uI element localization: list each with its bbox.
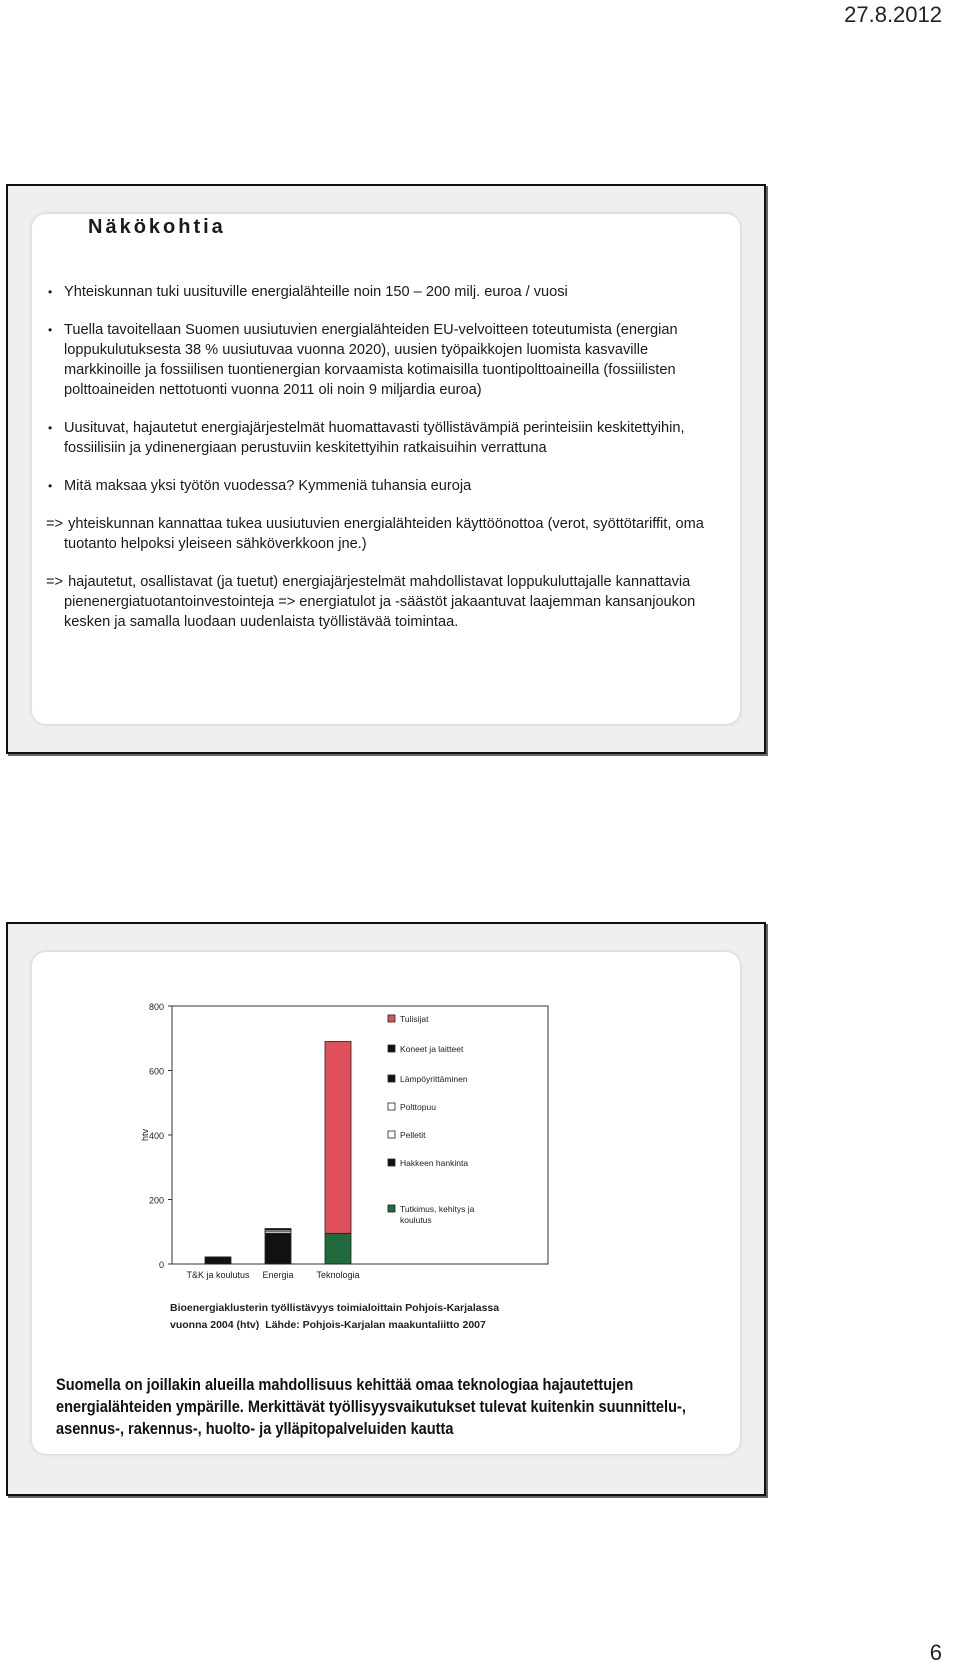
bullet-text: Yhteiskunnan tuki uusituville energialähteille noin 150 – 200 milj. euroa / vuosi xyxy=(64,284,568,300)
chart-caption xyxy=(170,1300,610,1334)
arrow-icon: => xyxy=(46,574,64,590)
x-tick-label: T&K ja koulutus xyxy=(186,1270,250,1280)
legend-label: Koneet ja laitteet xyxy=(400,1044,464,1054)
legend-label: Pelletit xyxy=(400,1130,426,1140)
y-tick-label: 0 xyxy=(158,1260,164,1270)
bullet-item xyxy=(46,476,728,496)
slide-title: Näkökohtia xyxy=(88,216,226,238)
bullet-list xyxy=(46,282,728,650)
legend-label: koulutus xyxy=(400,1215,432,1225)
legend-swatch xyxy=(388,1015,395,1022)
arrow-text: hajautetut, osallistavat (ja tuetut) energiajärjestelmät mahdollistavat loppukuluttajalle kannattavia pienenergiatuotantoinvestointeja => energiatulot ja -säästöt jakaantuvat laajemman kansanjoukon kesken ja samalla luodaan uudenlaista työllistävää toimintaa. xyxy=(64,574,696,630)
bar-segment xyxy=(205,1257,231,1264)
bar-segment xyxy=(265,1229,291,1231)
bullet-dot-icon: • xyxy=(48,323,53,337)
legend-swatch xyxy=(388,1075,395,1082)
slide-chart xyxy=(6,922,766,1496)
legend-swatch xyxy=(388,1103,395,1110)
bullet-dot-icon: • xyxy=(48,421,53,435)
arrow-item xyxy=(46,572,728,632)
page-date: 27.8.2012 xyxy=(844,2,942,27)
y-tick-label: 600 xyxy=(148,1066,164,1077)
caption-line: Bioenergiaklusterin työllistävyys toimialoittain Pohjois-Karjalassa xyxy=(170,1302,500,1314)
bullet-dot-icon: • xyxy=(48,285,53,299)
y-tick-label: 400 xyxy=(148,1131,164,1141)
arrow-item xyxy=(46,514,728,554)
slide-nakokohtia xyxy=(6,184,766,754)
bar-segment xyxy=(325,1233,351,1264)
bullet-dot-icon: • xyxy=(48,479,53,493)
x-tick-label: Teknologia xyxy=(316,1270,360,1280)
y-tick-label: 200 xyxy=(148,1195,164,1206)
legend-swatch xyxy=(388,1159,395,1166)
arrow-text: yhteiskunnan kannattaa tukea uusiutuvien energialähteiden käyttöönottoa (verot, syöttötariffit, oma tuotanto helpoksi yleiseen sähköverkkoon jne.) xyxy=(64,516,704,552)
employment-chart xyxy=(128,992,588,1302)
bullet-text: Uusituvat, hajautetut energiajärjestelmät huomattavasti työllistävämpiä perinteisiin keskitettyihin, fossiilisiin ja ydinenergiaan perustuviin keskitettyihin ratkaisuihin verrattuna xyxy=(64,420,685,456)
plot-frame xyxy=(172,1006,548,1264)
legend-label: Lämpöyrittäminen xyxy=(400,1074,468,1084)
y-tick-label: 800 xyxy=(148,1002,164,1012)
page-number: 6 xyxy=(929,1640,942,1665)
y-axis-label: htv xyxy=(140,1128,150,1142)
chart-source: Lähde: Pohjois-Karjalan maakuntaliitto 2007 xyxy=(265,1319,486,1331)
legend-label: Polttopuu xyxy=(400,1102,436,1112)
caption-line: vuonna 2004 (htv) xyxy=(170,1319,260,1331)
legend-swatch xyxy=(388,1045,395,1052)
legend-label: Tutkimus, kehitys ja xyxy=(400,1204,475,1214)
bullet-text: Mitä maksaa yksi työtön vuodessa? Kymmeniä tuhansia euroja xyxy=(64,478,472,494)
conclusion-text: Suomella on joillakin alueilla mahdollisuus kehittää omaa teknologiaa hajautettujen energialähteiden ympärille. Merkittävät työllisyysvaikutukset tulevat kuitenkin suunnittelu-, asennus-, rakennus-, huolto- ja ylläpitopalveluiden kautta xyxy=(56,1376,686,1438)
bullet-item xyxy=(46,282,728,302)
x-tick-label: Energia xyxy=(262,1270,294,1280)
legend-label: Tulisijat xyxy=(400,1014,429,1024)
bar-segment xyxy=(325,1041,351,1233)
bullet-item xyxy=(46,418,728,458)
legend-swatch xyxy=(388,1131,395,1138)
bullet-item xyxy=(46,320,728,400)
legend-swatch xyxy=(388,1205,395,1212)
arrow-icon: => xyxy=(46,516,64,532)
bar-segment xyxy=(265,1233,291,1264)
legend-label: Hakkeen hankinta xyxy=(400,1158,469,1168)
bullet-text: Tuella tavoitellaan Suomen uusiutuvien energialähteiden EU-velvoitteen toteutumista (energian loppukulutuksesta 38 % uusiutuvaa vuonna 2020), uusien työpaikkojen luomista kasvaville markkinoille ja fossiilisen tuontienergian korvaamista kotimaisilla tuontipolttoaineilla (fossiilisten polttoaineiden nettotuonti vuonna 2011 oli noin 9 miljardia euroa) xyxy=(64,322,678,398)
